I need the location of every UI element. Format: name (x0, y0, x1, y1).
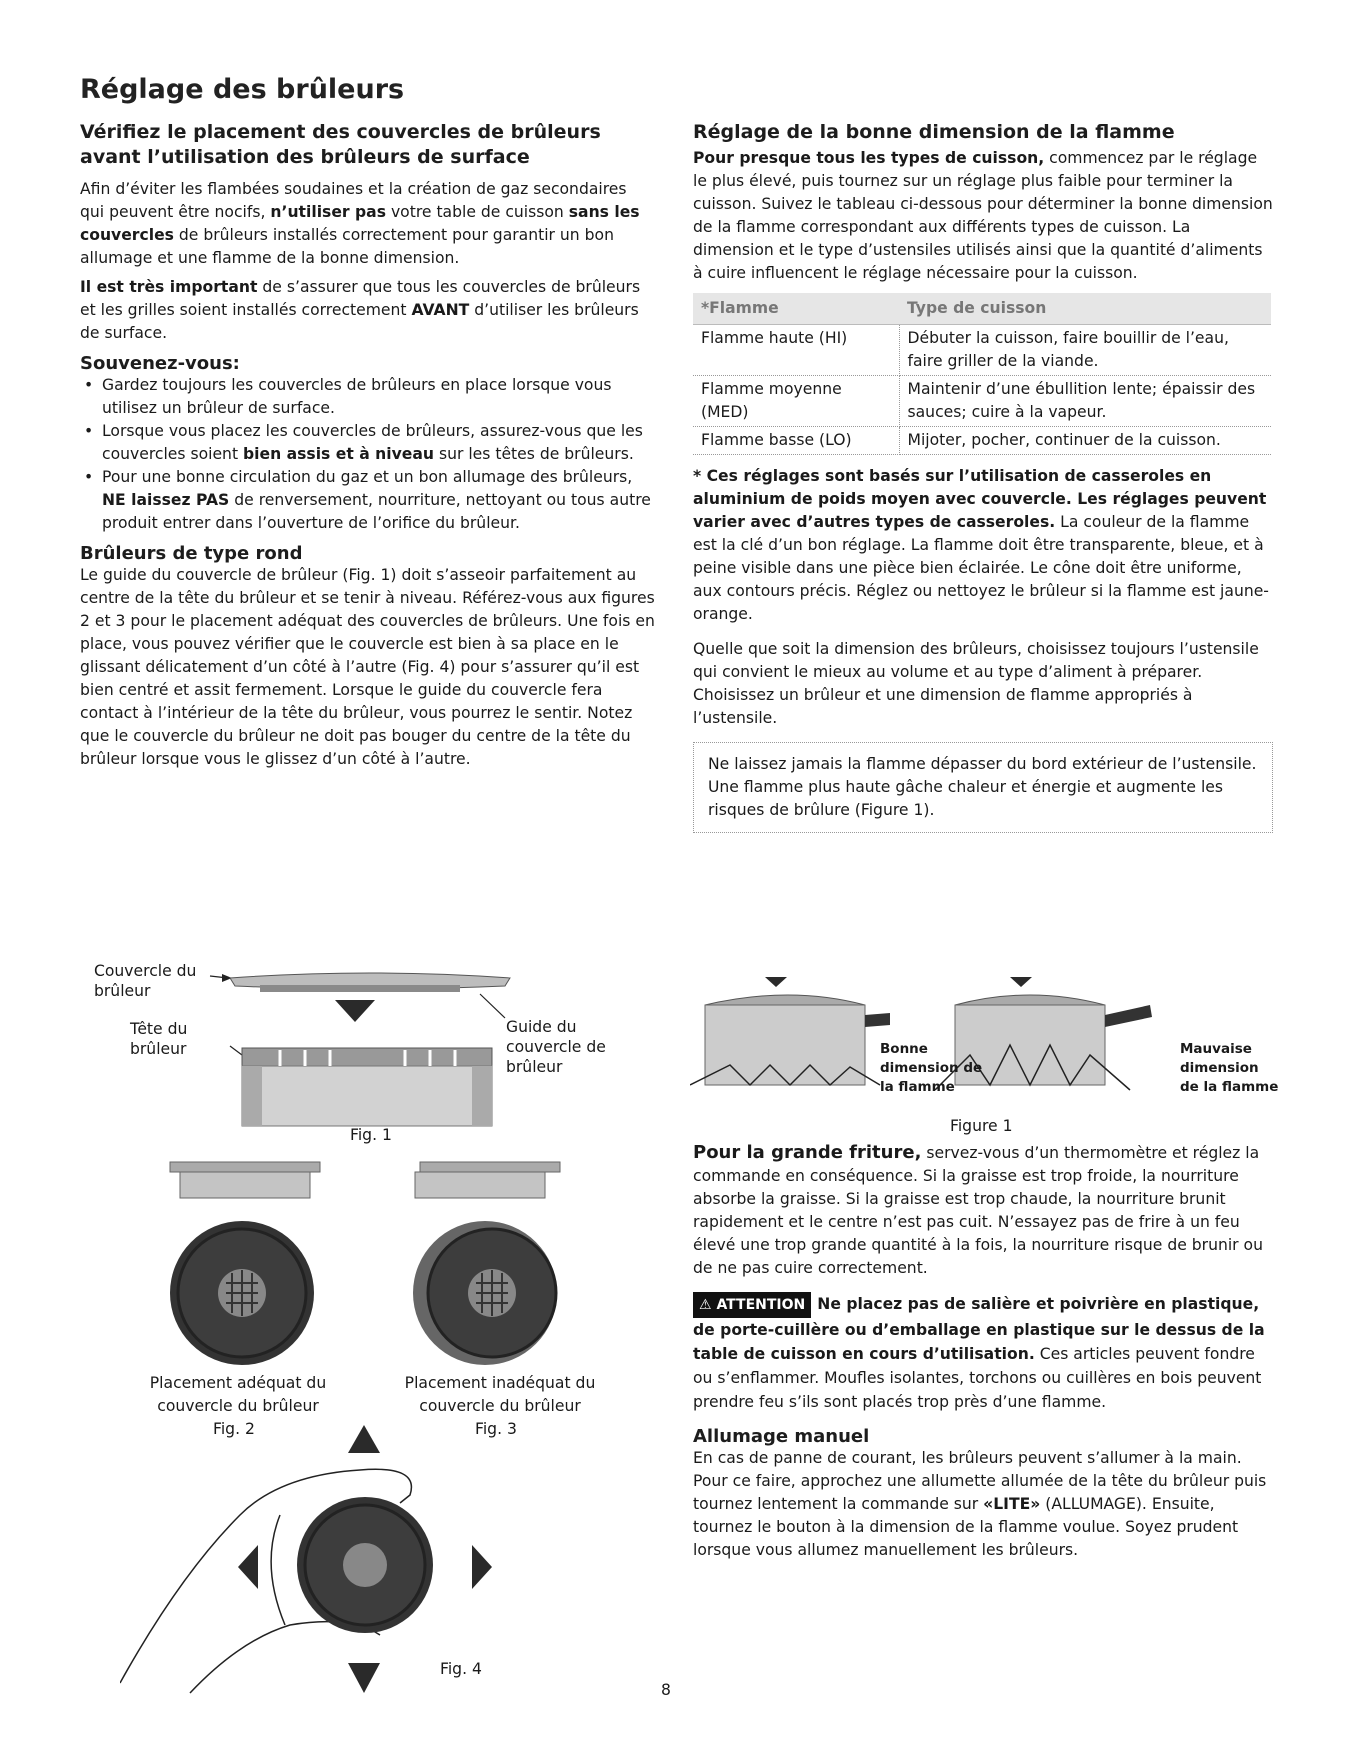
heading-burner-caps: Vérifiez le placement des couvercles de brûleurs avant l’utilisation des brûleurs de surface (80, 121, 601, 168)
fig4-label: Fig. 4 (440, 1660, 482, 1678)
fig3-caption: Placement inadéquat du couvercle du brûleur (404, 1374, 596, 1415)
left-column (80, 120, 655, 771)
table-cell: Flamme basse (LO) (693, 427, 899, 455)
flame-intro-paragraph: Pour presque tous les types de cuisson, commencez par le réglage le plus élevé, puis tournez sur un réglage plus faible pour terminer la cuisson. Suivez le tableau ci-dessous pour déterminer la bonne dimension de la flamme correspondant aux différents types de cuisson. La dimension et le type d’ustensiles utilisés ainsi que la quantité d’aliments à cuire influencent le réglage nécessaire pour la cuisson. (693, 149, 1273, 282)
good-flame-label: Bonne dimension de la flamme (880, 1041, 983, 1095)
table-cell: Flamme haute (HI) (693, 325, 899, 376)
burner-correct-illustration (160, 1160, 330, 1370)
flame-table-header (693, 293, 1271, 325)
important-paragraph: Il est très important de s’assurer que tous les couvercles de brûleurs et les grilles soient installés correctement AVANT d’utiliser les brûleurs de surface. (80, 278, 641, 342)
bullet-item: • Lorsque vous placez les couvercles de brûleurs, assurez-vous que les couvercles soient bien assis et à niveau sur les têtes de brûleurs. (80, 420, 655, 466)
burner-cap-illustration (200, 960, 540, 1130)
table-row (693, 427, 1271, 455)
attention-badge: ⚠ ATTENTION (693, 1292, 811, 1318)
table-cell: Maintenir d’une ébullition lente; épaissir des sauces; cuire à la vapeur. (899, 376, 1271, 427)
flame-table-header-cell: Type de cuisson (899, 293, 1271, 325)
page-title: Réglage des brûleurs (80, 74, 405, 105)
fig1-label: Fig. 1 (350, 1126, 392, 1144)
manual-lighting-paragraph: En cas de panne de courant, les brûleurs peuvent s’allumer à la main. Pour ce faire, approchez une allumette allumée de la tête du brûleur puis tournez lentement la commande sur «LITE» (ALLUMAGE). Ensuite, tournez le bouton à la dimension de la flamme voulue. Soyez prudent lorsque vous allumez manuellement les brûleurs. (693, 1449, 1267, 1559)
label-burner-cap: Couvercle du brûleur (94, 962, 197, 1000)
table-cell: Mijoter, pocher, continuer de la cuisson. (899, 427, 1271, 455)
fig2-caption: Placement adéquat du couvercle du brûleur (149, 1374, 327, 1415)
table-cell: Flamme moyenne (MED) (693, 376, 899, 427)
fig2-label: Fig. 2 (213, 1420, 255, 1438)
table-row (693, 325, 1271, 376)
label-cap-guide: Guide du couvercle de brûleur (506, 1018, 606, 1076)
right-column-lower (693, 1141, 1273, 1562)
bullet-item: • Gardez toujours les couvercles de brûleurs en place lorsque vous utilisez un brûleur de surface. (80, 374, 655, 420)
hand-sliding-cap-illustration (120, 1425, 540, 1700)
flame-table (693, 293, 1271, 455)
page-number: 8 (661, 1681, 671, 1699)
heading-manual-lighting: Allumage manuel (693, 1426, 870, 1447)
intro-paragraph: Afin d’éviter les flambées soudaines et la création de gaz secondaires qui peuvent être nocifs, n’utiliser pas votre table de cuisson sans les couvercles de brûleurs installés correctement pour garantir un bon allumage et une flamme de la bonne dimension. (80, 180, 640, 267)
utensil-paragraph: Quelle que soit la dimension des brûleurs, choisissez toujours l’ustensile qui convient le mieux au volume et au type d’aliment à préparer. Choisissez un brûleur et une dimension de flamme appropriés à l’ustensile. (693, 640, 1259, 727)
round-burners-paragraph: Le guide du couvercle de brûleur (Fig. 1) doit s’asseoir parfaitement au centre de la tête du brûleur et se tenir à niveau. Référez-vous aux figures 2 et 3 pour le placement adéquat des couvercles de brûleurs. Une fois en place, vous pouvez vérifier que le couvercle est bien à sa place en le glissant délicatement d’un côté à l’autre (Fig. 4) pour s’assurer qu’il est bien centré et assit fermement. Lorsque le guide du couvercle fera contact à l’intérieur de la tête du brûleur, vous pourrez le sentir. Notez que le couvercle du brûleur ne doit pas bouger du centre de la tête du brûleur lorsque vous le glissez d’un côté à l’autre. (80, 566, 655, 768)
bullet-item: • Pour une bonne circulation du gaz et un bon allumage des brûleurs, NE laissez PAS de renversement, nourriture, nettoyant ou tous autre produit entrer dans l’ouverture de l’orifice du brûleur. (80, 466, 655, 535)
flame-table-header-cell: *Flamme (693, 293, 899, 325)
bad-flame-label: Mauvaise dimension de la flamme (1180, 1041, 1279, 1095)
burner-incorrect-illustration (400, 1160, 580, 1370)
deep-frying-paragraph: Pour la grande friture, servez-vous d’un thermomètre et réglez la commande en conséquence. Si la graisse est trop froide, la nourriture absorbe la graisse. Si la graisse est trop chaude, la nourriture brunit rapidement et le centre n’est pas cuit. N’essayez pas de frire à un feu élevé une trop grande quantité à la fois, la nourriture risque de brunir ou de ne pas cuire correctement. (693, 1142, 1263, 1277)
label-burner-head: Tête du brûleur (130, 1020, 188, 1058)
attention-paragraph: ⚠ ATTENTION Ne placez pas de salière et poivrière en plastique, de porte-cuillère ou d’emballage en plastique sur le dessus de la table de cuisson en cours d’utilisation. Ces articles peuvent fondre ou s’enflammer. Moufles isolantes, torchons ou cuillères en bois peuvent prendre feu s’ils sont placés trop près d’une flamme. (693, 1292, 1273, 1414)
fig3-label: Fig. 3 (475, 1420, 517, 1438)
heading-round-burners: Brûleurs de type rond (80, 543, 303, 564)
heading-remember: Souvenez-vous: (80, 353, 240, 374)
table-row (693, 376, 1271, 427)
settings-note: * Ces réglages sont basés sur l’utilisation de casseroles en aluminium de poids moyen avec couvercle. Les réglages peuvent varier avec d’autres types de casseroles. La couleur de la flamme est la clé d’un bon réglage. La flamme doit être transparente, bleue, et à peine visible dans une pièce bien éclairée. Le cône doit être uniforme, aux contours précis. Réglez ou nettoyez le brûleur si la flamme est jaune-orange. (693, 467, 1269, 623)
warning-box: Ne laissez jamais la flamme dépasser du bord extérieur de l’ustensile. Une flamme plus haute gâche chaleur et énergie et augmente les risques de brûlure (Figure 1). (693, 742, 1273, 833)
right-column (693, 120, 1273, 833)
figure1-label: Figure 1 (950, 1117, 1013, 1135)
heading-flame-size: Réglage de la bonne dimension de la flamme (693, 121, 1175, 143)
table-cell: Débuter la cuisson, faire bouillir de l’eau, faire griller de la viande. (899, 325, 1271, 376)
